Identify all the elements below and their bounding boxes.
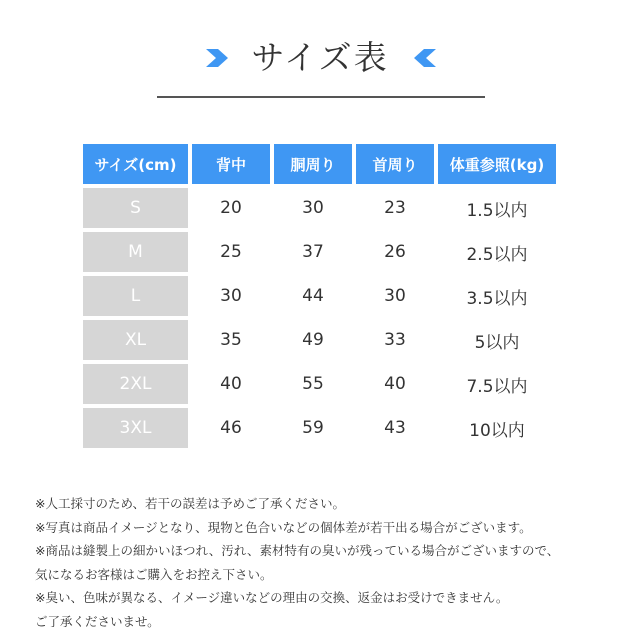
size-label: 2XL <box>83 364 188 404</box>
waist-value: 44 <box>302 286 324 306</box>
waist-value: 30 <box>302 198 324 218</box>
back-value: 46 <box>220 418 242 438</box>
weight-value: 7.5以内 <box>466 376 528 397</box>
waist-value: 37 <box>302 242 324 262</box>
size-label: 3XL <box>83 408 188 448</box>
header-weight: 体重参照(kg) <box>438 144 556 184</box>
note-line: ※人工採寸のため、若干の誤差は予めご了承ください。 <box>35 496 345 511</box>
weight-value: 5以内 <box>474 332 520 353</box>
title-banner <box>0 30 640 86</box>
table-row <box>83 188 556 228</box>
weight-value: 1.5以内 <box>466 200 528 221</box>
neck-value: 30 <box>384 286 406 306</box>
note-line: ※臭い、色味が異なる、イメージ違いなどの理由の交換、返金はお受けできません。 <box>35 590 509 605</box>
page-title: サイズ表 <box>251 38 389 77</box>
neck-value: 40 <box>384 374 406 394</box>
title-divider <box>157 96 485 98</box>
size-table <box>79 140 560 452</box>
header-neck: 首周り <box>356 144 434 184</box>
chevron-left-icon <box>406 47 438 69</box>
table-row <box>83 232 556 272</box>
back-value: 20 <box>220 198 242 218</box>
table-row <box>83 276 556 316</box>
neck-value: 26 <box>384 242 406 262</box>
table-row <box>83 408 556 448</box>
table-row <box>83 364 556 404</box>
size-label: S <box>83 188 188 228</box>
waist-value: 59 <box>302 418 324 438</box>
waist-value: 55 <box>302 374 324 394</box>
size-label: L <box>83 276 188 316</box>
back-value: 30 <box>220 286 242 306</box>
note-line: ※写真は商品イメージとなり、現物と色合いなどの個体差が若干出る場合がございます。 <box>35 519 532 535</box>
weight-value: 2.5以内 <box>466 244 528 265</box>
back-value: 35 <box>220 330 242 350</box>
waist-value: 49 <box>302 330 324 350</box>
note-line: ご了承くださいませ。 <box>35 613 160 629</box>
back-value: 25 <box>220 242 242 262</box>
neck-value: 43 <box>384 418 406 438</box>
header-size: サイズ(cm) <box>83 144 188 184</box>
neck-value: 23 <box>384 198 406 218</box>
notes-section <box>35 492 625 633</box>
table-header-row <box>83 144 556 184</box>
header-waist: 胴周り <box>274 144 352 184</box>
note-line: ※商品は縫製上の細かいほつれ、汚れ、素材特有の臭いが残っている場合がございますので、 <box>35 543 560 558</box>
size-label: M <box>83 232 188 272</box>
neck-value: 33 <box>384 330 406 350</box>
weight-value: 10以内 <box>469 420 525 441</box>
back-value: 40 <box>220 374 242 394</box>
weight-value: 3.5以内 <box>466 288 528 309</box>
header-back: 背中 <box>192 144 270 184</box>
size-label: XL <box>83 320 188 360</box>
note-line: 気になるお客様はご購入をお控え下さい。 <box>35 566 273 582</box>
table-row <box>83 320 556 360</box>
